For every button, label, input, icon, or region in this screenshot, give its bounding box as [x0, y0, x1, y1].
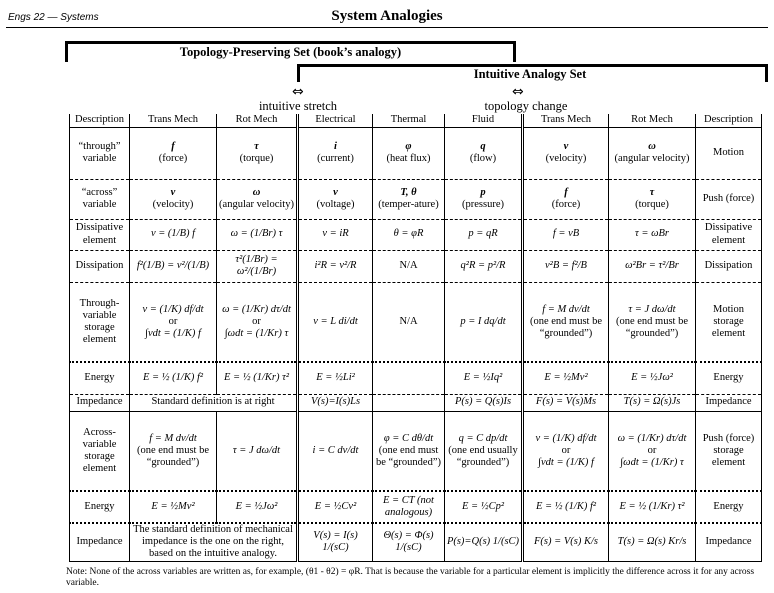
- cell: φ (heat flux): [373, 127, 445, 179]
- cell: τ²(1/Br) = ω²/(1/Br): [217, 250, 298, 282]
- impedance-row-2: [70, 523, 762, 561]
- cell: P(s)=Q(s) 1/(sC): [445, 523, 523, 561]
- cell: E = ½Jω²: [609, 362, 696, 394]
- row-label: Motion storage element: [696, 282, 762, 362]
- cell: ω (angular velocity): [217, 179, 298, 219]
- cell: τ (torque): [609, 179, 696, 219]
- cell: E = ½Cv²: [298, 491, 373, 523]
- row-label: Dissipative element: [696, 219, 762, 250]
- impedance-row-1: [70, 394, 762, 411]
- cell: Θ(s) = Φ(s) 1/(sC): [373, 523, 445, 561]
- cell: E = ½Li²: [298, 362, 373, 394]
- cell: f (force): [523, 179, 609, 219]
- cell: ω = (1/Kr) dτ/dt or ∫ωdt = (1/Kr) τ: [609, 411, 696, 491]
- dissipative-row: [70, 219, 762, 250]
- row-label: Energy: [696, 491, 762, 523]
- cell: ω (angular velocity): [609, 127, 696, 179]
- row-label: Dissipation: [70, 250, 130, 282]
- row-label: Motion: [696, 127, 762, 179]
- cell: E = ½ (1/Kr) τ²: [217, 362, 298, 394]
- dissipation-row: [70, 250, 762, 282]
- row-label: Push (force): [696, 179, 762, 219]
- row-label: Push (force) storage element: [696, 411, 762, 491]
- column-header: Rot Mech: [609, 114, 696, 127]
- cell: E = ½ (1/K) f²: [523, 491, 609, 523]
- cell: ω = (1/Br) τ: [217, 219, 298, 250]
- double-arrow-icon: ⇔: [512, 84, 524, 100]
- header-row: [70, 114, 762, 127]
- row-label: “through” variable: [70, 127, 130, 179]
- row-label: Impedance: [696, 394, 762, 411]
- double-arrow-icon: ⇔: [292, 84, 304, 100]
- cell: v = (1/B) f: [130, 219, 217, 250]
- cell: E = ½Cp²: [445, 491, 523, 523]
- column-header: Trans Mech: [523, 114, 609, 127]
- cell: q = C dp/dt (one end usually “grounded”): [445, 411, 523, 491]
- cell: E = CT (not analogous): [373, 491, 445, 523]
- cell: E = ½Iq²: [445, 362, 523, 394]
- cell: T(s) = Ω(s) Kr/s: [609, 523, 696, 561]
- cell: f = M dv/dt (one end must be “grounded”): [130, 411, 217, 491]
- row-label: Energy: [70, 362, 130, 394]
- cell: V(s) = I(s) 1/(sC): [298, 523, 373, 561]
- column-header: Description: [696, 114, 762, 127]
- cell: ω²Br = τ²/Br: [609, 250, 696, 282]
- stretch-label: intuitive stretch: [258, 99, 338, 113]
- cell: v = L di/dt: [298, 282, 373, 362]
- page-title: System Analogies: [331, 8, 443, 24]
- row-label: Energy: [696, 362, 762, 394]
- cell: v (velocity): [523, 127, 609, 179]
- cell: [373, 394, 445, 411]
- column-header: Fluid: [445, 114, 523, 127]
- row-label: Impedance: [70, 394, 130, 411]
- row-label: Dissipation: [696, 250, 762, 282]
- cell: v = iR: [298, 219, 373, 250]
- cell: F(s) = V(s)Ms: [523, 394, 609, 411]
- analogy-table: [69, 114, 762, 562]
- course-label: Engs 22 — Systems: [8, 12, 99, 23]
- intuitive-label: Intuitive Analogy Set: [473, 67, 587, 81]
- cell: N/A: [373, 282, 445, 362]
- cell: P(s) = Q(s)Is: [445, 394, 523, 411]
- cell: p (pressure): [445, 179, 523, 219]
- header-rule: [6, 27, 768, 28]
- cell: E = ½Mv²: [130, 491, 217, 523]
- footnote: Note: None of the across variables are written as, for example, (θ1 - θ2) = φR. That is because the variable for a particular element is implicitly the difference across it for any across variable.: [66, 567, 755, 589]
- row-label: Energy: [70, 491, 130, 523]
- cell: p = qR: [445, 219, 523, 250]
- cell: V(s)=I(s)Ls: [298, 394, 373, 411]
- cell: v = (1/K) df/dt or ∫vdt = (1/K) f: [130, 282, 217, 362]
- cell: q (flow): [445, 127, 523, 179]
- cell: i²R = v²/R: [298, 250, 373, 282]
- cell: τ = J dω/dt (one end must be “grounded”): [609, 282, 696, 362]
- cell: f²(1/B) = v²/(1/B): [130, 250, 217, 282]
- cell: Standard definition is at right: [130, 394, 298, 411]
- cell: f (force): [130, 127, 217, 179]
- cell: i = C dv/dt: [298, 411, 373, 491]
- cell: E = ½ (1/K) f²: [130, 362, 217, 394]
- row-label: Through-variable storage element: [70, 282, 130, 362]
- column-header: Electrical: [298, 114, 373, 127]
- energy-row-2: [70, 491, 762, 523]
- cell: p = I dq/dt: [445, 282, 523, 362]
- topology-label: Topology-Preserving Set (book’s analogy): [179, 45, 402, 59]
- cell: N/A: [373, 250, 445, 282]
- cell: E = ½ (1/Kr) τ²: [609, 491, 696, 523]
- cell: F(s) = V(s) K/s: [523, 523, 609, 561]
- cell: v (velocity): [130, 179, 217, 219]
- cell: v = (1/K) df/dt or ∫vdt = (1/K) f: [523, 411, 609, 491]
- through-storage-row: [70, 282, 762, 362]
- cell: τ = ωBr: [609, 219, 696, 250]
- row-label: Impedance: [696, 523, 762, 561]
- cell: E = ½Mv²: [523, 362, 609, 394]
- row-label: “across” variable: [70, 179, 130, 219]
- cell: τ (torque): [217, 127, 298, 179]
- cell: [373, 362, 445, 394]
- cell: v²B = f²/B: [523, 250, 609, 282]
- cell: θ = φR: [373, 219, 445, 250]
- row-label: Across-variable storage element: [70, 411, 130, 491]
- cell: E = ½Jω²: [217, 491, 298, 523]
- cell: f = M dv/dt (one end must be “grounded”): [523, 282, 609, 362]
- through-row: [70, 127, 762, 179]
- cell: v (voltage): [298, 179, 373, 219]
- cell: The standard definition of mechanical impedance is the one on the right, based on the intuitive analogy.: [130, 523, 298, 561]
- cell: i (current): [298, 127, 373, 179]
- cell: T, θ (temper-ature): [373, 179, 445, 219]
- across-row: [70, 179, 762, 219]
- change-label: topology change: [484, 99, 568, 113]
- cell: f = vB: [523, 219, 609, 250]
- row-label: Impedance: [70, 523, 130, 561]
- cell: φ = C dθ/dt (one end must be “grounded”): [373, 411, 445, 491]
- cell: τ = J dω/dt: [217, 411, 298, 491]
- column-header: Rot Mech: [217, 114, 298, 127]
- across-storage-row: [70, 411, 762, 491]
- column-header: Thermal: [373, 114, 445, 127]
- column-header: Trans Mech: [130, 114, 217, 127]
- cell: ω = (1/Kr) dτ/dt or ∫ωdt = (1/Kr) τ: [217, 282, 298, 362]
- cell: q²R = p²/R: [445, 250, 523, 282]
- cell: T(s) = Ω(s)Js: [609, 394, 696, 411]
- column-header: Description: [70, 114, 130, 127]
- energy-row-1: [70, 362, 762, 394]
- row-label: Dissipative element: [70, 219, 130, 250]
